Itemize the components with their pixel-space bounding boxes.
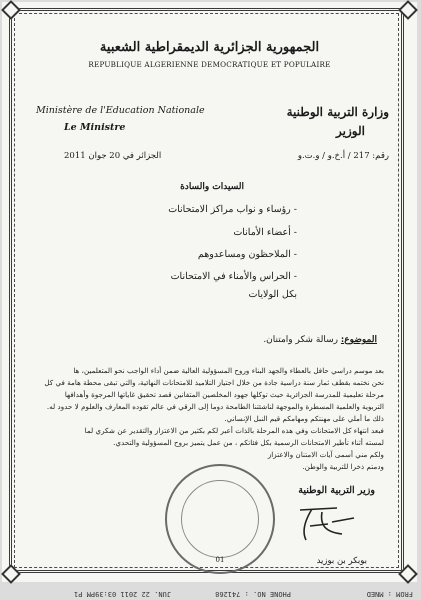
stamp-number: 01	[215, 556, 225, 564]
addressee-item: - أعضاء الأمانات	[233, 227, 297, 238]
body-line: لمسته أثناء تأطير الامتحانات الرسمية بكل فئاتكم ، من عمل يتميز بروح المسؤولية والتحدي.	[113, 438, 384, 447]
subject-label: الموضوع:	[340, 335, 377, 345]
body-line: بعد موسم دراسي حافل بالعطاء والجهد البناء وروح المسؤولية العالية ضمن أداء الواجب نحو المتعلمين، ها	[73, 366, 384, 375]
body-line: ذلك ما أملي على مهنتكم ومهامكم قيم النبل الإنساني.	[224, 414, 384, 423]
body-line: ولكم مني أسمى آيات الامتنان والاعتزاز	[267, 450, 384, 459]
subject-text: رسالة شكر وامتنان.	[263, 335, 339, 345]
official-stamp	[165, 464, 275, 574]
body-line: فبعد انتهاء كل الامتحانات وفي هذه المرحلة بالذات أعبر لكم بكثير من الاعتزاز والتقدير عن شكري لما	[84, 426, 384, 435]
signatory-title: وزير التربية الوطنية	[298, 485, 375, 496]
fax-date: JUN. 22 2011 03:39PM P1	[74, 590, 171, 598]
republic-title-french: REPUBLIQUE ALGERIENNE DEMOCRATIQUE ET POPULAIRE	[88, 60, 331, 69]
fax-from: FROM : MNED	[366, 590, 413, 598]
signatory-name: بوبكر بن بوزيد	[316, 556, 367, 566]
reference-number: رقم: 217 / أ.خ.و / و.ت.و	[297, 151, 389, 161]
addressee-heading: السيدات والسادة	[180, 182, 244, 192]
letter-page	[2, 2, 417, 582]
stamp-emblem	[181, 480, 259, 558]
subject-line	[263, 335, 377, 345]
body-line: مرحلة تعليمية للمدرسة الجزائرية حيث توكلها جهود المخلصين المتفانين قصد تحقيق غاياتها المرجوة وأهدافها	[64, 390, 384, 399]
addressee-item: بكل الولايات	[248, 289, 297, 300]
fax-header-strip	[0, 586, 421, 600]
republic-title-arabic: الجمهورية الجزائرية الديمقراطية الشعبية	[99, 40, 320, 55]
addressee-item: - الحراس والأمناء في الامتحانات	[170, 271, 297, 282]
ministry-arabic: وزارة التربية الوطنية	[286, 105, 389, 119]
letter-date: الجزائر في 20 جوان 2011	[64, 151, 162, 161]
addressee-item: - الملاحظون ومساعدوهم	[197, 249, 297, 260]
minister-french: Le Ministre	[64, 122, 126, 133]
ministry-french: Ministère de l'Education Nationale	[36, 105, 205, 116]
fax-phone: PHONE NO. : 741268	[215, 590, 291, 598]
addressee-item: - رؤساء و نواب مراكز الامتحانات	[168, 204, 297, 215]
minister-arabic: الوزير	[336, 124, 365, 138]
body-line: نحن نختمه بقطف ثمار سنة دراسية جادة من خلال اجتياز التلاميذ للامتحانات النهائية، والتي تبقى محطة هامة في كل	[44, 378, 384, 387]
body-line: التربوية والعلمية المسطرة والموجهة لناشئتنا الطامحة دوما إلى الرقي في عالم تقوده المعارف والعلوم لا حدود له.	[46, 402, 384, 411]
body-line: ودمتم ذخرا للتربية والوطن.	[302, 462, 384, 471]
handwritten-signature	[292, 502, 362, 547]
